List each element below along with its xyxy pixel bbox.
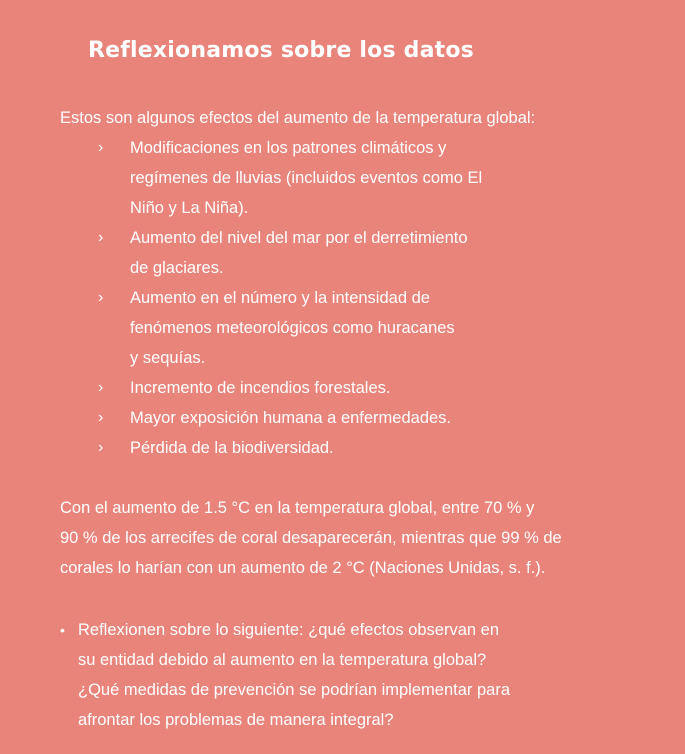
list-item <box>0 223 550 283</box>
chevron-right-icon: › <box>98 229 104 246</box>
list-item-text: Incremento de incendios forestales. <box>130 379 391 397</box>
bullet-icon: • <box>60 622 65 638</box>
list-item <box>0 283 550 373</box>
intro-text: Estos son algunos efectos del aumento de la temperatura global: <box>60 109 536 127</box>
list-item-text: Aumento del nivel del mar por el derretimiento <box>130 229 468 247</box>
list-item <box>0 133 550 223</box>
coral-reef-paragraph <box>60 493 660 583</box>
page-title: Reflexionamos sobre los datos <box>88 38 474 63</box>
paragraph-line: corales lo harían con un aumento de 2 °C (Naciones Unidas, s. f.). <box>60 559 546 577</box>
chevron-right-icon: › <box>98 139 104 156</box>
chevron-right-icon: › <box>98 379 104 396</box>
list-item <box>0 433 550 463</box>
list-item <box>0 403 550 433</box>
chevron-right-icon: › <box>98 409 104 426</box>
reflection-line: Reflexionen sobre lo siguiente: ¿qué efectos observan en <box>78 621 500 639</box>
paragraph-line: Con el aumento de 1.5 °C en la temperatura global, entre 70 % y <box>60 499 535 517</box>
reflection-line: su entidad debido al aumento en la temperatura global? <box>78 651 487 669</box>
list-item-text: regímenes de lluvias (incluidos eventos como El <box>130 169 483 187</box>
list-item-text: fenómenos meteorológicos como huracanes <box>130 319 455 337</box>
chevron-right-icon: › <box>98 289 104 306</box>
reflection-line: ¿Qué medidas de prevención se podrían implementar para <box>78 681 510 699</box>
reflection-item <box>0 615 510 735</box>
list-item <box>0 373 550 403</box>
list-item-text: Modificaciones en los patrones climáticos y <box>130 139 447 157</box>
list-item-text: y sequías. <box>130 349 206 367</box>
list-item-text: Pérdida de la biodiversidad. <box>130 439 334 457</box>
chevron-right-icon: › <box>98 439 104 456</box>
list-item-text: Mayor exposición humana a enfermedades. <box>130 409 452 427</box>
reflection-list <box>0 615 510 735</box>
list-item-text: Niño y La Niña). <box>130 199 249 217</box>
effects-list <box>0 133 550 463</box>
list-item-text: Aumento en el número y la intensidad de <box>130 289 430 307</box>
list-item-text: de glaciares. <box>130 259 224 277</box>
reflection-line: afrontar los problemas de manera integral? <box>78 711 394 729</box>
paragraph-line: 90 % de los arrecifes de coral desaparecerán, mientras que 99 % de <box>60 529 562 547</box>
